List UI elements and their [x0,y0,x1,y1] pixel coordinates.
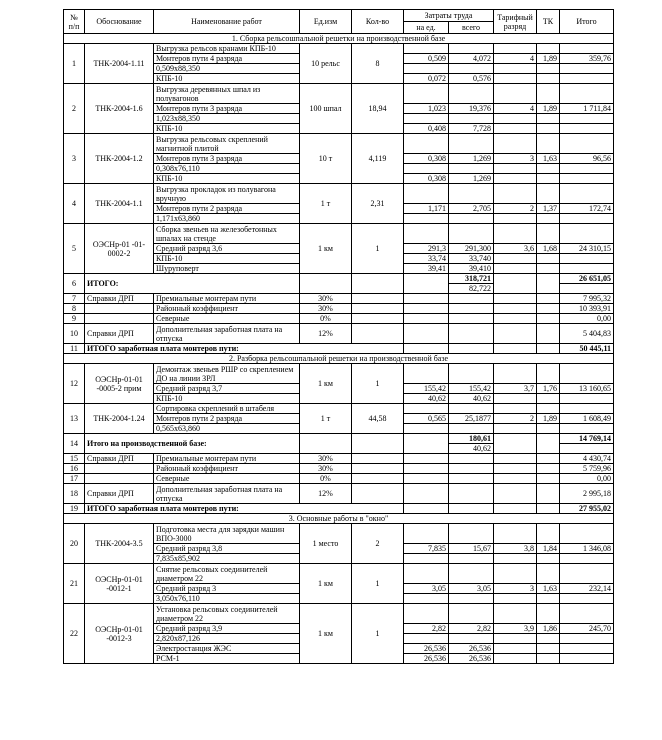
row-unit: 100 шпал [300,84,352,134]
row-total: 14 769,14 [560,434,614,444]
grade: 2 [494,204,537,214]
work-name: Сортировка скреплений в штабеля [154,404,300,414]
row-qty: 2 [352,524,404,564]
work-name: Северные [154,314,300,324]
grade: 3 [494,584,537,594]
row-basis: ОЭСНр-01-01 -0012-3 [85,604,154,664]
row-total: 172,74 [560,204,614,214]
work-line: КПБ-10 [154,174,300,184]
header-labor: Затраты труда [404,10,494,22]
labor-per-unit: 40,62 [404,394,449,404]
work-name: Выгрузка рельсов кранами КПБ-10 [154,44,300,54]
work-name: Снятие рельсовых соединителей диаметром 22 [154,564,300,584]
labor-per-unit: 0,408 [404,124,449,134]
work-line: Средний разряд 3,6 [154,244,300,254]
work-line: КПБ-10 [154,74,300,84]
row-number: 21 [64,564,85,604]
total-label: ИТОГО заработная плата монтеров пути: [85,504,404,514]
labor-total: 40,62 [449,394,494,404]
grade: 3 [494,154,537,164]
work-name: Демонтаж звеньев РШР со скреплением ДО на линии ЗРЛ [154,364,300,384]
row-qty: 8 [352,44,404,84]
labor-per-unit: 0,072 [404,74,449,84]
grade: 3,9 [494,624,537,634]
work-name: Премиальные монтерам пути [154,454,300,464]
work-line: Шуруповерт [154,264,300,274]
row-unit: 1 км [300,564,352,604]
work-line: КПБ-10 [154,254,300,264]
labor-per-unit: 3,05 [404,584,449,594]
labor-per-unit: 2,82 [404,624,449,634]
row-unit: 0% [300,314,352,324]
work-line: Монтеров пути 3 разряда [154,154,300,164]
row-number: 5 [64,224,85,274]
work-line: 1,023х88,350 [154,114,300,124]
labor-per-unit: 155,42 [404,384,449,394]
row-unit: 30% [300,464,352,474]
work-name: Районный коэффициент [154,304,300,314]
labor-per-unit: 291,3 [404,244,449,254]
labor-per-unit: 1,171 [404,204,449,214]
row-total: 0,00 [560,474,614,484]
row-number: 2 [64,84,85,134]
row-number: 17 [64,474,85,484]
labor-total: 2,82 [449,624,494,634]
labor-total: 25,1877 [449,414,494,424]
row-total: 96,56 [560,154,614,164]
header-total: Итого [560,10,614,34]
row-qty: 44,58 [352,404,404,434]
row-qty: 4,119 [352,134,404,184]
row-number: 6 [64,274,85,294]
header-unit: Ед.изм [300,10,352,34]
row-number: 12 [64,364,85,404]
labor-total: 15,67 [449,544,494,554]
row-number: 13 [64,404,85,434]
row-unit: 1 км [300,224,352,274]
tk: 1,89 [537,414,560,424]
labor-total: 1,269 [449,174,494,184]
header-tk: ТК [537,10,560,34]
tk: 1,63 [537,154,560,164]
labor-total: 2,705 [449,204,494,214]
labor-per-unit: 0,565 [404,414,449,424]
row-qty: 1 [352,224,404,274]
labor-total: 7,728 [449,124,494,134]
row-number: 20 [64,524,85,564]
row-number: 18 [64,484,85,504]
labor-per-unit: 7,835 [404,544,449,554]
work-line: Средний разряд 3,7 [154,384,300,394]
labor-per-unit: 0,308 [404,174,449,184]
grade: 4 [494,54,537,64]
labor-total: 318,721 [449,274,494,284]
header-labor-total: всего [449,22,494,34]
row-basis: Справки ДРП [85,294,154,304]
row-total: 359,76 [560,54,614,64]
row-number: 9 [64,314,85,324]
work-line: Монтеров пути 2 разряда [154,414,300,424]
tk: 1,37 [537,204,560,214]
row-basis: ТНК-2004-1.1 [85,184,154,224]
grade: 3,7 [494,384,537,394]
row-number: 11 [64,344,85,354]
row-number: 1 [64,44,85,84]
labor-total: 1,269 [449,154,494,164]
row-total: 1 608,49 [560,414,614,424]
header-basis: Обоснование [85,10,154,34]
row-basis: Справки ДРП [85,454,154,464]
row-basis: ОЭСНр-01-01 -0012-1 [85,564,154,604]
row-qty: 1 [352,604,404,664]
labor-per-unit: 39,41 [404,264,449,274]
row-basis: ТНК-2004-1.24 [85,404,154,434]
row-total: 24 310,15 [560,244,614,254]
row-total: 1 346,08 [560,544,614,554]
header-num: № п/п [64,10,85,34]
work-name: Дополнительная заработная плата на отпуска [154,484,300,504]
labor-total: 4,072 [449,54,494,64]
labor-per-unit: 1,023 [404,104,449,114]
labor-total: 40,62 [449,444,494,454]
work-line: Монтеров пути 4 разряда [154,54,300,64]
row-basis: ТНК-2004-3.5 [85,524,154,564]
row-total: 2 995,18 [560,484,614,504]
row-qty: 1 [352,364,404,404]
row-number: 15 [64,454,85,464]
row-unit: 30% [300,304,352,314]
work-name: Выгрузка прокладок из полувагона вручную [154,184,300,204]
grade: 4 [494,104,537,114]
row-unit: 0% [300,474,352,484]
row-total: 26 651,05 [560,274,614,284]
labor-total: 26,536 [449,654,494,664]
work-line: Средний разряд 3 [154,584,300,594]
row-basis: ТНК-2004-1.11 [85,44,154,84]
tk: 1,63 [537,584,560,594]
row-total: 10 393,91 [560,304,614,314]
work-line: КПБ-10 [154,394,300,404]
total-label: ИТОГО заработная плата монтеров пути: [85,344,404,354]
work-name: Северные [154,474,300,484]
row-unit: 12% [300,324,352,344]
row-number: 10 [64,324,85,344]
labor-per-unit: 26,536 [404,644,449,654]
work-line: Средний разряд 3,8 [154,544,300,554]
work-line: 0,509х88,350 [154,64,300,74]
tk: 1,86 [537,624,560,634]
work-name: Установка рельсовых соединителей диаметром 22 [154,604,300,624]
row-total: 4 430,74 [560,454,614,464]
header-work: Наименование работ [154,10,300,34]
work-line: КПБ-10 [154,124,300,134]
tk: 1,68 [537,244,560,254]
work-name: Подготовка места для зарядки машин ВПО-3000 [154,524,300,544]
labor-total: 19,376 [449,104,494,114]
row-total: 1 711,84 [560,104,614,114]
labor-total: 3,05 [449,584,494,594]
header-labor-unit: на ед. [404,22,449,34]
row-basis: ОЭСНр-01-01 -0005-2 прим [85,364,154,404]
labor-per-unit: 33,74 [404,254,449,264]
labor-per-unit: 0,509 [404,54,449,64]
row-number: 19 [64,504,85,514]
labor-total: 39,410 [449,264,494,274]
section-title: 3. Основные работы в "окно" [64,514,614,524]
header-grade: Тарифный разряд [494,10,537,34]
labor-cost-table [63,9,614,664]
work-line: Монтеров пути 2 разряда [154,204,300,214]
subtotal-label: ИТОГО: [85,274,300,294]
header-qty: Кол-во [352,10,404,34]
work-name: Районный коэффициент [154,464,300,474]
row-basis: Справки ДРП [85,484,154,504]
row-basis: ТНК-2004-1.6 [85,84,154,134]
row-total: 7 995,32 [560,294,614,304]
work-line: РСМ-1 [154,654,300,664]
row-number: 22 [64,604,85,664]
grade: 3,8 [494,544,537,554]
work-name: Выгрузка рельсовых скреплений магнитной плитой [154,134,300,154]
row-basis: Справки ДРП [85,324,154,344]
work-name: Премиальные монтерам пути [154,294,300,304]
labor-per-unit: 26,536 [404,654,449,664]
row-number: 16 [64,464,85,474]
row-total: 0,00 [560,314,614,324]
row-unit: 12% [300,484,352,504]
work-line: Электростанция ЖЭС [154,644,300,654]
tk: 1,84 [537,544,560,554]
work-line: Монтеров пути 3 разряда [154,104,300,114]
labor-total: 33,740 [449,254,494,264]
row-unit: 1 место [300,524,352,564]
row-total: 245,70 [560,624,614,634]
row-number: 4 [64,184,85,224]
tk: 1,76 [537,384,560,394]
row-total: 13 160,65 [560,384,614,394]
row-qty: 18,94 [352,84,404,134]
row-basis: ОЭСНр-01 -01-0002-2 [85,224,154,274]
row-basis: ТНК-2004-1.2 [85,134,154,184]
labor-total: 155,42 [449,384,494,394]
row-total: 27 955,02 [560,504,614,514]
work-line: 7,835х85,902 [154,554,300,564]
work-line: Средний разряд 3,9 [154,624,300,634]
row-number: 3 [64,134,85,184]
row-total: 232,14 [560,584,614,594]
row-number: 8 [64,304,85,314]
work-name: Дополнительная заработная плата на отпуска [154,324,300,344]
grade: 2 [494,414,537,424]
work-line: 2,820х87,126 [154,634,300,644]
labor-total: 291,300 [449,244,494,254]
grade: 3,6 [494,244,537,254]
row-total: 50 445,11 [560,344,614,354]
work-name: Выгрузка деревянных шпал из полувагонов [154,84,300,104]
labor-total: 82,722 [449,284,494,294]
tk: 1,89 [537,54,560,64]
tk: 1,89 [537,104,560,114]
row-qty: 1 [352,564,404,604]
row-qty: 2,31 [352,184,404,224]
row-unit: 1 т [300,404,352,434]
work-line: 0,308х76,110 [154,164,300,174]
subtotal-label: Итого на производственной базе: [85,434,300,454]
row-unit: 1 км [300,604,352,664]
row-unit: 10 рельс [300,44,352,84]
row-unit: 30% [300,454,352,464]
labor-total: 26,536 [449,644,494,654]
row-total: 5 404,83 [560,324,614,344]
labor-per-unit: 0,308 [404,154,449,164]
labor-total: 180,61 [449,434,494,444]
row-total: 5 759,96 [560,464,614,474]
work-line: 1,171х63,860 [154,214,300,224]
section-title: 1. Сборка рельсошпальной решетки на производственной базе [64,34,614,44]
row-unit: 10 т [300,134,352,184]
row-unit: 1 т [300,184,352,224]
work-name: Сборка звеньев на железобетонных шпалах на стенде [154,224,300,244]
work-line: 3,050х76,110 [154,594,300,604]
row-unit: 30% [300,294,352,304]
section-title: 2. Разборка рельсошпальной решетки на производственной базе [64,354,614,364]
row-number: 14 [64,434,85,454]
row-unit: 1 км [300,364,352,404]
row-number: 7 [64,294,85,304]
labor-total: 0,576 [449,74,494,84]
work-line: 0,565х63,860 [154,424,300,434]
